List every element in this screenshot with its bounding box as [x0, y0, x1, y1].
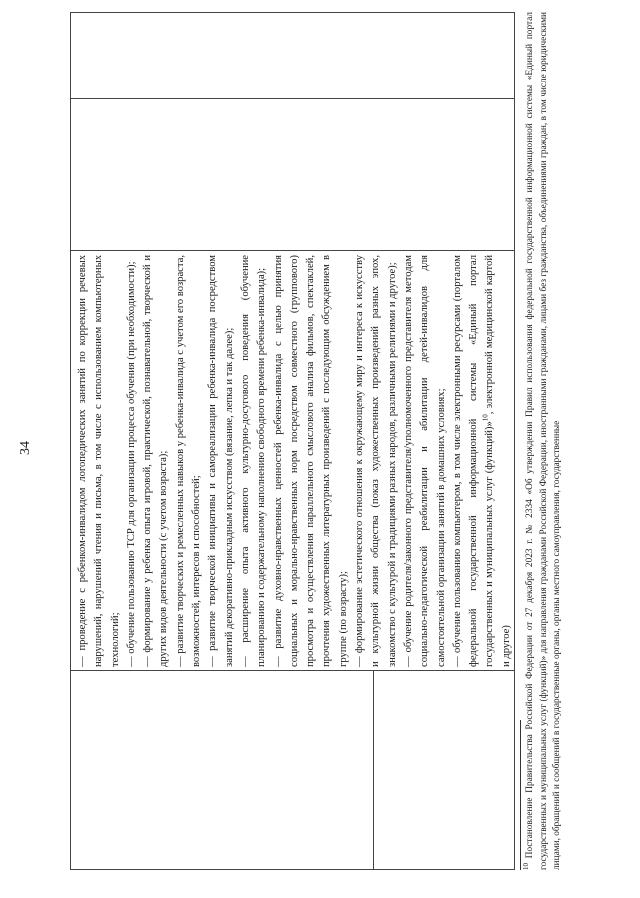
activity-item: — расширение опыта активного культурно-досугового поведения (обучение планированию и содержательному наполнению свободного времени ребенка-инвалида); [239, 255, 268, 667]
page-number: 34 [18, 441, 33, 455]
table-row-divider [373, 671, 374, 869]
activity-item-text: — обучение пользованию компьютером, в том числе электронными ресурсами (порталом федеральной государственной информационной системы «Единый портал государственных и муниципальных услуг (функций)» [451, 255, 496, 667]
rehabilitation-activities-cell [75, 254, 512, 667]
table-column-divider [71, 250, 514, 251]
table-column-divider [71, 98, 514, 99]
activity-item: — развитие духовно-нравственных ценностей ребенка-инвалида с целью принятия социальных и морально-нравственных норм посредством совместного (группового) просмотра и осуществления параллельного смыслового анализа фильмов, спектаклей, прочтения художественных литературных произведений с последующим обсуждением в группе (по возрасту); [272, 255, 349, 667]
content-table [70, 12, 515, 870]
footnote-reference: 10 [481, 414, 490, 422]
footnote-number: 10 [521, 863, 530, 870]
activity-item: — формирование эстетического отношения к окружающему миру и интереса к искусству и культурной жизни общества (показ художественных произведений разных эпох, знакомство с культурой и традициями разных народов, различными религиями и другое); [354, 255, 398, 667]
activity-item: — проведение с ребенком-инвалидом логопедических занятий по коррекции речевых нарушений, нарушений чтения и письма, в том числе с использованием компьютерных технологий; [77, 255, 121, 667]
table-column-divider [71, 670, 514, 671]
activity-item-last [450, 255, 515, 667]
activity-item: — обучение родителя/законного представителя/уполномоченного представителя методам социально-педагогической реабилитации и абилитации детей-инвалидов для самостоятельной организации занятий в домашних условиях; [402, 255, 447, 667]
activity-item: — развитие творческой инициативы и самореализации ребенка-инвалида посредством занятий декоративно-прикладным искусством (вязание, лепка и так далее); [207, 255, 235, 667]
activity-item: — развитие творческих и ремесленных навыков у ребенка-инвалида с учетом его возраста, возможностей, интересов и способностей; [174, 255, 203, 667]
activity-item: — обучение пользованию ТСР для организации процесса обучения (при необходимости); [125, 261, 137, 667]
activity-item: — формирование у ребенка опыта игровой, практической, познавательной, творческой и других видов деятельности (с учетом возраста); [142, 255, 170, 667]
footnote [521, 12, 565, 870]
activity-item-text-end: , электронной медицинской картой и другое) [484, 254, 512, 667]
footnote-separator [520, 720, 521, 870]
footnote-text: Постановление Правительства Российской Федерации от 27 декабря 2023 г. № 2334 «Об утверждении Правил использования федеральной государственной информационной системы «Единый портал государственных и муниципальных услуг (функций)» для направления гражданами Российской Федерации, иностранными гражданами, лицами без гражданства, объединениями граждан, в том числе юридическими лицами, обращений и сообщений в государственные органы, органы местного самоуправления, государственные [525, 12, 562, 870]
